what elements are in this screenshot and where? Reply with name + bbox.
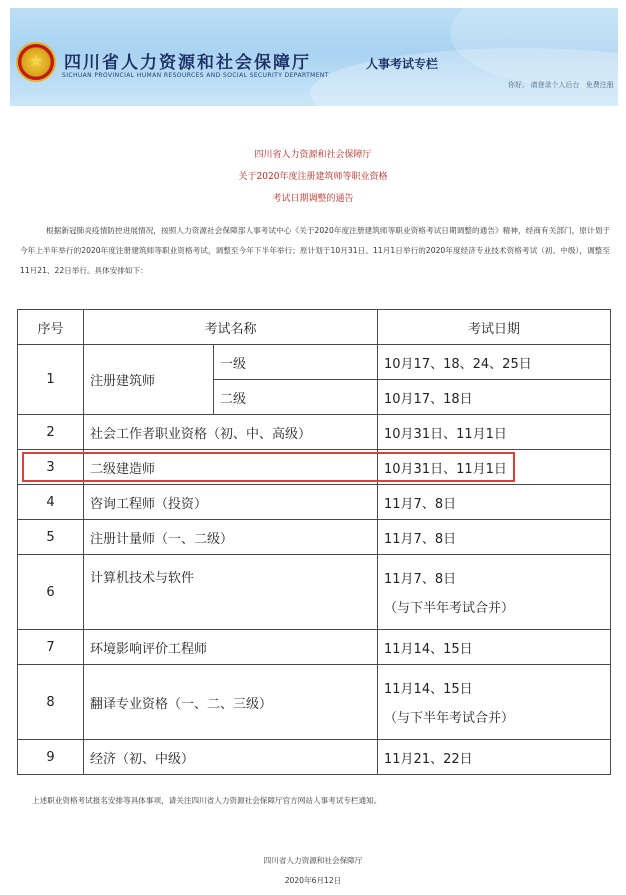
table-row [18, 520, 611, 555]
login-link[interactable]: 请登录个人后台 [530, 81, 580, 89]
row-level: 一级 [214, 345, 378, 380]
row-date: 11月7、8日 [378, 520, 611, 555]
table-header-row [18, 310, 611, 345]
row-date: 11月14、15日 [378, 630, 611, 665]
table-row [18, 665, 611, 740]
table-row [18, 485, 611, 520]
row-date: 10月31日、11月1日 [378, 415, 611, 450]
national-emblem-icon: ★ [16, 42, 56, 82]
row-no: 1 [18, 345, 84, 415]
greeting-text: 你好, [508, 81, 525, 89]
row-no: 2 [18, 415, 84, 450]
notice-date: 2020年6月12日 [284, 876, 342, 885]
footer-note: 上述职业资格考试报名安排等具体事项，请关注四川省人力资源社会保障厅官方网站人事考试专栏通知。 [32, 796, 382, 805]
row-date: 10月31日、11月1日 [378, 450, 611, 485]
row-date-note: （与下半年考试合并） [384, 711, 515, 726]
row-name: 经济（初、中级） [84, 740, 378, 775]
table-row [18, 345, 611, 380]
row-no: 6 [18, 555, 84, 630]
org-name: 四川省人力资源和社会保障厅 [64, 53, 311, 73]
user-links [508, 80, 618, 90]
table-row [18, 450, 611, 485]
row-name: 计算机技术与软件 [84, 555, 378, 630]
notice-intro: 根据新冠肺炎疫情防控进展情况，按照人力资源社会保障部人事考试中心《关于2020年度注册建筑师等职业资格考试日期调整的通告》精神，经商有关部门，原计划于今年上半年举行的2020年度注册建筑师等职业资格考试，调整至今年下半年举行；原计划于10月31日、11月1日举行的2020年度经济专业技术资格考试（初、中级），调整至11月21、22日举行。具体安排如下： [20, 226, 610, 275]
notice-title-line1: 四川省人力资源和社会保障厅 [254, 150, 372, 160]
row-date-cell [378, 665, 611, 740]
table-row [18, 555, 611, 630]
row-date: 10月17、18日 [378, 380, 611, 415]
row-no: 3 [18, 450, 84, 485]
row-name: 二级建造师 [84, 450, 378, 485]
table-row [18, 415, 611, 450]
row-name: 注册建筑师 [84, 345, 214, 415]
exam-schedule-table [17, 309, 611, 775]
row-date: 11月14、15日 [384, 682, 473, 697]
row-no: 5 [18, 520, 84, 555]
header-date: 考试日期 [378, 310, 611, 345]
column-name: 人事考试专栏 [366, 57, 439, 71]
row-name: 注册计量师（一、二级） [84, 520, 378, 555]
row-date: 11月7、8日 [378, 485, 611, 520]
row-no: 9 [18, 740, 84, 775]
table-row [18, 740, 611, 775]
header-no: 序号 [18, 310, 84, 345]
notice-title-line3: 考试日期调整的通告 [272, 194, 354, 204]
header-name: 考试名称 [84, 310, 378, 345]
row-no: 8 [18, 665, 84, 740]
row-date: 11月7、8日 [384, 572, 457, 587]
signer: 四川省人力资源和社会保障厅 [263, 856, 363, 865]
table-row [18, 630, 611, 665]
row-name: 环境影响评价工程师 [84, 630, 378, 665]
row-date-note: （与下半年考试合并） [384, 601, 515, 616]
header-banner [10, 8, 618, 106]
row-date: 10月17、18、24、25日 [378, 345, 611, 380]
row-name: 翻译专业资格（一、二、三级） [84, 665, 378, 740]
row-date: 11月21、22日 [378, 740, 611, 775]
row-no: 4 [18, 485, 84, 520]
org-name-english: SICHUAN PROVINCIAL HUMAN RESOURCES AND SOCIAL SECURITY DEPARTMENT [62, 72, 329, 79]
register-link[interactable]: 免费注册 [585, 81, 614, 89]
row-no: 7 [18, 630, 84, 665]
row-name: 社会工作者职业资格（初、中、高级） [84, 415, 378, 450]
row-name: 咨询工程师（投资） [84, 485, 378, 520]
notice-title-line2: 关于2020年度注册建筑师等职业资格 [238, 172, 388, 182]
row-date-cell [378, 555, 611, 630]
row-level: 二级 [214, 380, 378, 415]
